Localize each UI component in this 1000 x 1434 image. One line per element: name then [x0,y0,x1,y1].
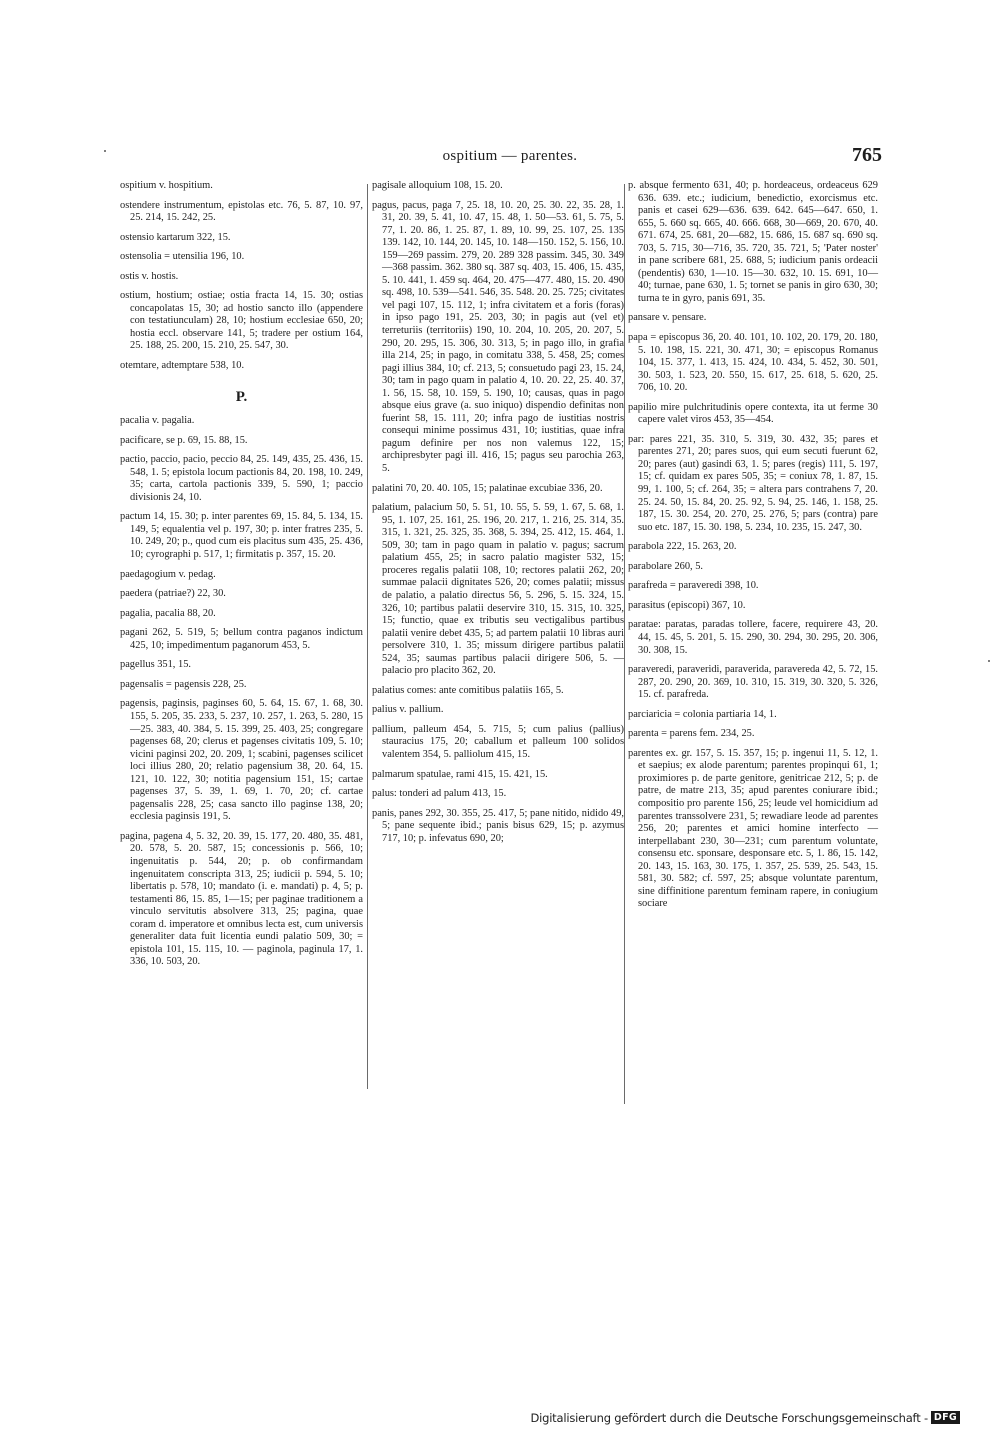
index-entry: parenta = parens fem. 234, 25. [628,728,755,740]
index-entry: parasitus (episcopi) 367, 10. [628,599,746,611]
index-entry: pagalia, pacalia 88, 20. [120,607,216,619]
index-entry: pagani 262, 5. 519, 5; bellum contra paganos indictum 425, 10; impedimentum paganorum 453, 5. [120,627,363,651]
index-entry: ostensio kartarum 322, 15. [120,231,231,243]
index-entry: pansare v. pensare. [628,312,707,324]
index-entry: paedagogium v. pedag. [120,568,216,580]
index-entry: ostendere instrumentum, epistolas etc. 76, 5. 87, 10. 97, 25. 214, 15. 242, 25. [120,199,363,224]
index-entry: pagina, pagena 4, 5. 32, 20. 39, 15. 177, 20. 480, 35. 481, 20. 578, 5. 20. 587, 15; concessionis p. 566, 10; ingenuitatis p. 544, 20; p. ob confirmandam ingenuitatem conscripta 313, 25; iudicii p. 594, 5. 10; libertatis p. 578, 10; mandato (i. e. mandati) p. 4, 5; p. testamenti 86, 15. 85, 1—15; per paginae traditionem a vinculo servitutis absolvere 313, 25; pagina, quae coram d. imperatore et omnibus lecta est, cum universis generaliter data fuit licentia eundi palatio 509, 30; = epistola 101, 15. 115, 10. — paginola, paginula 17, 1. 336, 10. 503, 20. [120,830,363,968]
index-entry: pagensalis = pagensis 228, 25. [120,678,247,690]
index-entry: pacificare, se p. 69, 15. 88, 15. [120,434,248,446]
running-title: ospitium — parentes. [442,148,578,164]
index-entry: palatini 70, 20. 40. 105, 15; palatinae excubiae 336, 20. [372,482,603,494]
section-letter: P. [235,388,248,405]
footer-banner [530,1409,960,1426]
column-rule-left [367,184,368,1089]
index-entry: paedera (patriae?) 22, 30. [120,588,226,600]
index-entry: palatium, palacium 50, 5. 51, 10. 55, 5. 59, 1. 67, 5. 68, 1. 95, 1. 107, 25. 161, 25. 196, 20. 217, 1. 216, 25. 314, 35. 315, 1. 321, 25. 325, 35. 368, 5. 394, 25. 412, 15. 464, 1. 509, 30; tam in pago quam in palatio v. pagus; sacrum palatium 455, 25; in sacro palatio magister 532, 15; proceres regalis palatii 108, 10; rectores palatii 262, 20; summae palacii dignitates 526, 20; comes palatii; missus de palatio, a palatio directus 56, 5. 296, 5. 15. 324, 15. 326, 10; partibus palatii deservire 310, 15. 315, 10. 325, 15; functio, quae ex tributis seu vectigalibus partibus palatii venire debet 435, 5; ad partem palatii 10 libras auri persolvere 310, 1. 35; missum dirigere partibus palatii 524, 35; saumas partibus palacii dirigere 506, 5. — palacio pro placito 362, 20. [372,502,624,677]
page-number: 765 [852,144,882,166]
index-entry: par: pares 221, 35. 310, 5. 319, 30. 432, 35; pares et parentes 271, 20; pares suos, qui eum secuti fuerunt 62, 20; pares (aut) gasindi 63, 1. 5; pares (regis) 111, 5. 197, 15; cf. quidam ex pares 505, 35; = coniux 78, 1. 87, 15. 99, 1. 100, 5; cf. 264, 35; = altera pars contrahens 7, 20. 25. 24. 50, 15. 84, 20. 25. 92, 5. 94, 25. 146, 1. 158, 25. 187, 15. 30. 254, 20. 270, 25. 276, 5; pars (contra) pare suo etc. 187, 15. 30. 198, 5. 234, 10. 235, 15. 247, 30. [628,433,878,533]
index-entry: parciaricia = colonia partiaria 14, 1. [628,708,777,720]
index-entry: p. absque fermento 631, 40; p. hordeaceus, ordeaceus 629 636. 639. etc.; iudicium, benedictio, exorcismus etc. panis et casei 629—636. 639. 642. 645—647. 650, 1. 655, 5. 660 sq. 665, 40. 666. 668, 30—669, 20. 670, 40. 671. 674, 25. 681, 20—682, 15. 686, 15. 687 sq. 690 sq. 703, 5. 715, 30—716, 35. 720, 35. 721, 5; 'Pater noster' in pane scribere 681, 25. 688, 5; iudicium panis ordeacii (pendentis) 630, 1—10. 15—30. 632, 10. 15. 691, 10—40; turnae, pane 630, 1. 5; tornet se panis in giro 630, 30; turna te in gyro, panis 691, 35. [628,180,878,304]
index-entry: pagisale alloquium 108, 15. 20. [372,180,503,191]
column-left [120,180,363,976]
scan-speck [988,660,990,662]
index-entry: pacalia v. pagalia. [120,415,195,427]
index-entry: palatius comes: ante comitibus palatiis 165, 5. [372,684,564,696]
index-entry: paraveredi, paraveridi, paraverida, paravereda 42, 5. 72, 15. 287, 20. 290, 20. 369, 10. 310, 15. 319, 30. 320, 5. 326, 15. cf. parafreda. [628,664,878,701]
column-middle [372,180,624,852]
index-entry: ospitium v. hospitium. [120,180,213,191]
scan-speck [104,150,106,152]
index-entry: pallium, palleum 454, 5. 715, 5; cum palius (pallius) stauracius 175, 20; caballum et palleum 100 solidos valentem 354, 5. palliolum 415, 15. [372,723,624,760]
index-entry: pactum 14, 15. 30; p. inter parentes 69, 15. 84, 5. 134, 15. 149, 5; equalentia vel p. 197, 30; p. inter fratres 235, 5. 10. 249, 20; p., quod cum eis placitus sum 435, 25. 436, 10; cyrographi p. 517, 1; firmitatis p. 357, 15. 20. [120,511,363,561]
index-entry: pagellus 351, 15. [120,659,191,671]
index-entry: pagensis, paginsis, paginses 60, 5. 64, 15. 67, 1. 68, 30. 155, 5. 205, 35. 233, 5. 237, 10. 257, 1. 263, 5. 280, 15—25. 383, 40. 384, 5. 15. 399, 25. 403, 25; congregare pagenses 68, 20; clerus et pagenses civitatis 109, 5. 10; vicini paginsi 202, 20. 209, 1; scabini, pagenses scilicet loci illius 280, 20; relatio pagensium 38, 20. 64, 15. 121, 10. 122, 30; notitia pagensium 151, 15; cartae pagenses 37, 5. 39, 1. 69, 1. 70, 20; cf. cartae pagensalis 228, 25; casa sancto illo paginse 138, 20; ecclesia paginsis 191, 5. [120,698,363,823]
index-entry: ostensolia = utensilia 196, 10. [120,251,245,263]
index-entry: pagus, pacus, paga 7, 25. 18, 10. 20, 25. 30. 22, 35. 28, 1. 31, 20. 39, 5. 41, 10. 47, 15. 48, 1. 50—53. 61, 5. 75, 5. 77, 1. 20. 86, 1. 25. 87, 1. 89, 10. 99, 25. 107, 25. 135 139. 142, 10. 144, 20. 145, 10. 148—150. 152, 5. 156, 10. 159—269 passim. 279, 20. 289 328 passim. 345, 30. 349—368 passim. 362. 380 sq. 387 sq. 403, 15. 406, 15. 435, 5. 10. 441, 1. 459 sq. 464, 20. 475—477. 480, 15. 20. 490 sq. 498, 10. 539—541. 546, 35. 548. 20. 25. 725; civitates vel pagi 107, 15. 112, 1; infra civitatem et a foris (foras) in ipso pago 191, 25. 203, 30; in pagis aut (vel et) terreturiis (territoriis) 190, 10. 204, 10. 205, 20. 207, 5. 290, 20. 295, 15. 306, 30. 313, 5; in pago illo, in grafia illa 214, 25; in pago, in comitatu 338, 5. 458, 25; comes pagi illius 384, 10; cf. 213, 5; consuetudo pagi 23, 15. 24, 30; tam in pago quam in palatio 4, 10. 20. 22, 25. 40. 37, 1. 56, 15. 58, 10. 159, 5. 190, 10; causas, quas in pago absque eius grave (a. suo iniquo) dispendio definitas non fuerint 58, 15. 111, 20; infra pago de iustitias nostris consequi minime possimus 431, 10; iustitias, quae infra pagum definire per nos non valemus 122, 15; archipresbyter pagi ill. 416, 15; pagus seu parochia 263, 5. [372,199,624,475]
index-entry: parafreda = paraveredi 398, 10. [628,580,759,592]
funding-credit: Digitalisierung gefördert durch die Deutsche Forschungsgemeinschaft - [530,1410,928,1425]
index-entry: paratae: paratas, paradas tollere, facere, requirere 43, 20. 44, 15. 45, 5. 201, 5. 15. 290, 30. 294, 30. 295, 20. 306, 30. 308, 15. [628,619,878,656]
index-entry: panis, panes 292, 30. 355, 25. 417, 5; pane nitido, nidido 49, 5; pane sequente ibid.; panis bisus 629, 15; p. azymus 717, 10; p. infevatus 690, 20; [372,807,624,844]
index-entry: palius v. pallium. [372,704,444,716]
index-entry: ostium, hostium; ostiae; ostia fracta 14, 15. 30; ostias concapolatas 15, 30; ad hostio sancto illo (appendere con testatiunculam) 28, 10; hostium ecclesiae 650, 20; hostia eccl. observare 141, 5; tradere per ostium 164, 25. 188, 25. 200, 15. 210, 25. 547, 30. [120,290,363,352]
column-right [628,180,878,918]
index-entry: papilio mire pulchritudinis opere contexta, ita ut ferme 30 capere valet viros 453, 35—454. [628,401,878,426]
index-entry: parentes ex. gr. 157, 5. 15. 357, 15; p. ingenui 11, 5. 12, 1. et saepius; ex alode parentum; parentes propinqui 61, 1; proximiores p. de parte genitore, genitricae 212, 5; p. de patre, de matre 213, 35; apud parentes coniurare ibid.; compositio pro parente 156, 25; leude vel homicidium ad parentes transsolvere 231, 5; rewadiare leode ad parentes 256, 20; parentes et amici homine interfecto — interpellabant 230, 30—231; cum parentum voluntate, consensu etc. sponsare, desponsare etc. 5, 1. 86, 15. 142, 20. 143, 15. 163, 30. 175, 1. 357, 25. 539, 25. 543, 15. 581, 30. 582; cf. 597, 25; absque voluntate parentum, sine diffinitione parentum feminam rapere, in coniugium sociare [628,747,878,910]
column-rule-right [624,184,625,1104]
index-entry: papa = episcopus 36, 20. 40. 101, 10. 102, 20. 179, 20. 180, 5. 10. 198, 15. 221, 30. 471, 30; = episcopus Romanus 104, 15. 377, 1. 413, 15. 424, 10. 434, 5. 452, 30. 501, 30. 503, 1. 523, 20. 550, 15. 617, 25. 618, 5. 620, 25. 706, 10. 20. [628,332,878,394]
index-entry: otemtare, adtemptare 538, 10. [120,360,245,372]
index-entry: parabola 222, 15. 263, 20. [628,541,737,553]
index-entry: parabolare 260, 5. [628,560,704,572]
index-entry: pactio, paccio, pacio, peccio 84, 25. 149, 435, 25. 436, 15. 548, 1. 5; epistola locum pactionis 84, 20. 198, 10. 249, 35; carta, cartola pactionis 339, 5. 590, 1; paccio divisionis 24, 10. [120,454,363,503]
dfg-logo: DFG [931,1411,960,1424]
index-entry: ostis v. hostis. [120,270,179,282]
index-entry: palus: tonderi ad palum 413, 15. [372,788,507,800]
index-entry: palmarum spatulae, rami 415, 15. 421, 15. [372,768,548,780]
